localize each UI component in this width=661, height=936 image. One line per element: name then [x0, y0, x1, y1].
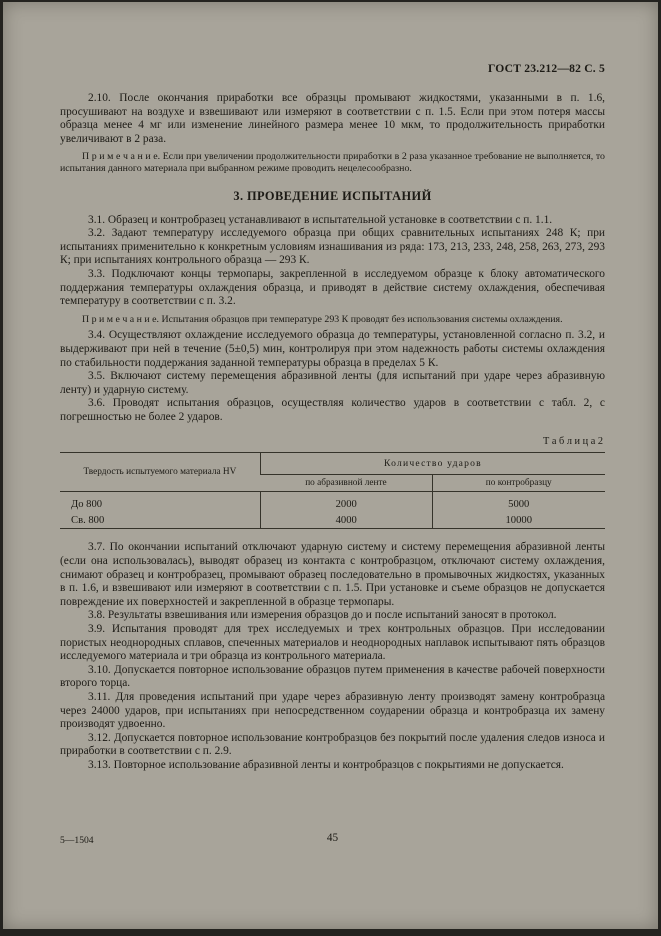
print-order-code: 5—1504 — [60, 835, 94, 846]
table-row — [60, 492, 605, 513]
paragraph-3-4: 3.4. Осуществляют охлаждение исследуемого образца до температуры, установленной согласно п. 3.2, и выдерживают при ней в течение (5±0,5) мин, контролируя при этом надежность работы системы охлаждения по стабильности поддержания заданной температуры образца в пределах 5 К. — [60, 329, 605, 369]
paragraph-3-2: 3.2. Задают температуру исследуемого образца при общих сравнительных испытаниях 248 К; при испытаниях применительно к конкретным условиям изнашивания из ряда: 173, 213, 233, 248, 258, 263, 273, 293 К; при испытаниях контрольного образца — 293 К. — [60, 227, 605, 267]
paragraph-3-6: 3.6. Проводят испытания образцов, осуществляя количество ударов в соответствии с табл. 2, с погрешностью не более 2 ударов. — [60, 397, 605, 423]
paragraph-3-8: 3.8. Результаты взвешивания или измерения образцов до и после испытаний заносят в протокол. — [88, 609, 557, 622]
doc-header: ГОСТ 23.212—82 С. 5 — [488, 62, 605, 75]
page-content — [60, 62, 605, 773]
paragraph-3-12: 3.12. Допускается повторное использование контробразцов без покрытий после удаления следов износа и приработки в соответствии с п. 2.9. — [60, 731, 605, 758]
table-header-hardness: Твердость испытуемого материала HV — [60, 453, 260, 492]
table-cell-belt-count: 2000 — [260, 492, 432, 513]
paragraph-3-13: 3.13. Повторное использование абразивной ленты и контробразцов с покрытиями не допускается. — [88, 758, 564, 771]
impact-count-table — [60, 452, 605, 529]
table-header-impact-count: Количество ударов — [260, 453, 605, 475]
table-subheader-counter-specimen: по контробразцу — [432, 475, 605, 492]
table-cell-counter-count: 10000 — [432, 512, 605, 529]
table-row — [60, 512, 605, 529]
table-cell-hardness: Св. 800 — [71, 515, 105, 527]
paragraph-3-1: 3.1. Образец и контробразец устанавливают в испытательной установке в соответствии с п. 1.1. — [88, 213, 553, 226]
table-cell-counter-count: 5000 — [432, 492, 605, 513]
page-number: 45 — [326, 832, 339, 844]
paragraph-3-7: 3.7. По окончании испытаний отключают ударную систему и систему перемещения абразивной ленты (если она использовалась), выводят образец из контакта с контробразцом, отключают систему охлаждения, снимают образец и контробразец, промывают образец последовательно в промывочных жидкостях, указанных в п. 1.6, и взвешивают или измеряют в соответствии с п. 1.5. При установке и съеме образцов не допускается повреждение их поверхностей и закрепленной в образце термопары. — [60, 541, 605, 608]
note-3-3: П р и м е ч а н и е. Испытания образцов при температуре 293 К проводят без использования системы охлаждения. — [82, 313, 563, 325]
table-cell-hardness: До 800 — [71, 499, 103, 511]
paragraph-2-10: 2.10. После окончания приработки все образцы промывают жидкостями, указанными в п. 1.6, просушивают на воздухе и взвешивают или измеряют в соответствии с п. 1.5. Если при этом потеря массы образца менее 4 мг или изменение линейного размера менее 10 мкм, то продолжительность приработки увеличивают в 2 раза. — [60, 92, 605, 145]
table-subheader-abrasive-belt: по абразивной ленте — [260, 475, 432, 492]
table-caption: Т а б л и ц а 2 — [543, 436, 603, 448]
note-2-10: П р и м е ч а н и е. Если при увеличении продолжительности приработки в 2 раза указанное требование не выполняется, то испытания данного материала при выбранном режиме проводить нецелесообразно. — [60, 151, 605, 174]
paragraph-3-10: 3.10. Допускается повторное использование образцов путем применения в качестве рабочей поверхности второго торца. — [60, 663, 605, 690]
paragraph-3-9: 3.9. Испытания проводят для трех исследуемых и трех контрольных образцов. При исследовании пористых неоднородных сплавов, спеченных материалов и неоднородных наплавок испытывают пять образцов исследуемого материала и три образца из контрольного материала. — [60, 623, 605, 663]
document-page — [3, 2, 658, 929]
paragraph-3-11: 3.11. Для проведения испытаний при ударе через абразивную ленту производят замену контробразца через 24000 ударов, при испытаниях при непосредственном соударении образца и контробразца их замену производят удвоенно. — [60, 691, 605, 731]
paragraph-3-3: 3.3. Подключают концы термопары, закрепленной в исследуемом образце к блоку автоматического поддержания температуры охлаждения образца, и приводят в действие систему охлаждения, обеспечивая температуру в соответствии с п. 3.2. — [60, 267, 605, 308]
table-cell-belt-count: 4000 — [260, 512, 432, 529]
section-heading-3: 3. ПРОВЕДЕНИЕ ИСПЫТАНИЙ — [233, 188, 432, 203]
paragraph-3-5: 3.5. Включают систему перемещения абразивной ленты (для испытаний при ударе через абразивную ленту) и ударную систему. — [60, 370, 605, 396]
